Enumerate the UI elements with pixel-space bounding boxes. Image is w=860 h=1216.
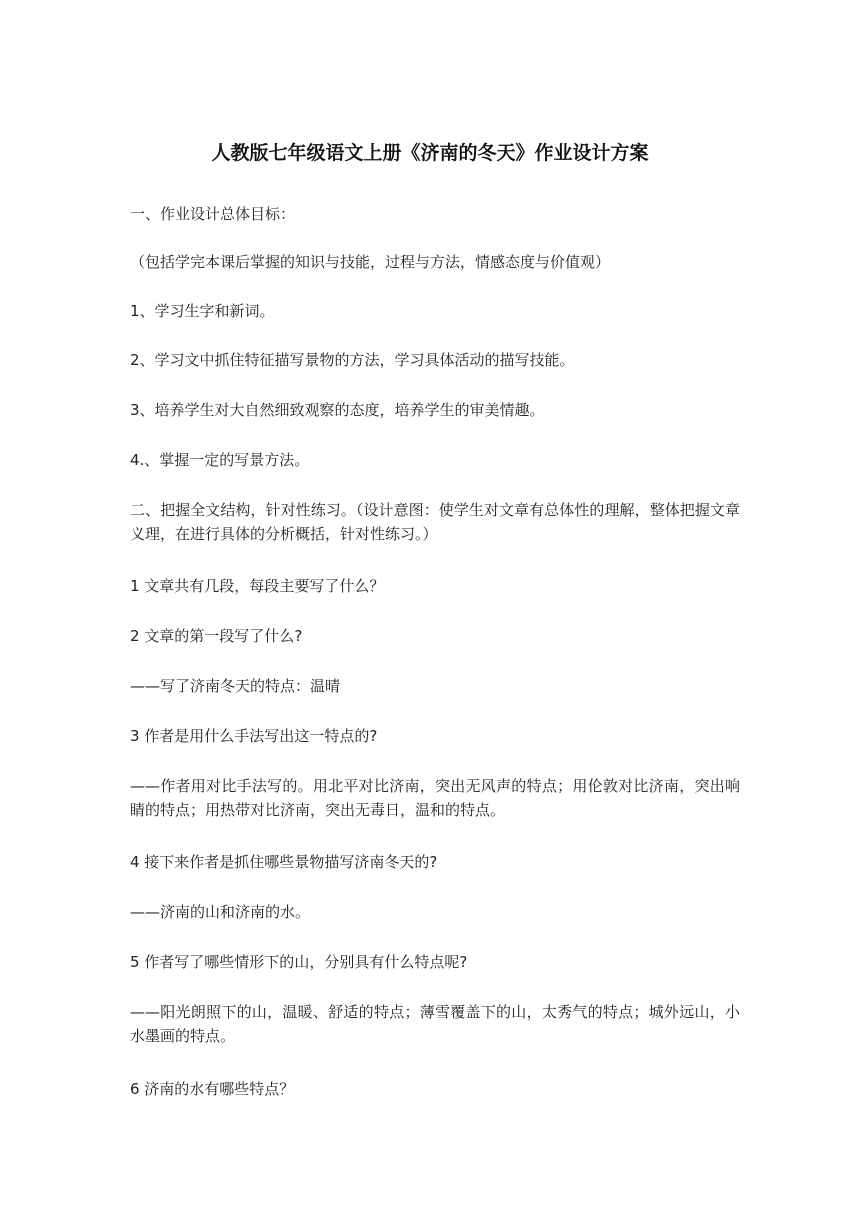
answer-4: ——济南的山和济南的水。: [130, 903, 311, 921]
paragraph-goal-1: 1、学习生字和新词。: [130, 302, 275, 320]
paragraph-goal-note: （包括学完本课后掌握的知识与技能，过程与方法，情感态度与价值观）: [130, 253, 611, 271]
question-1: 1 文章共有几段，每段主要写了什么？: [130, 577, 385, 595]
answer-2: ——写了济南冬天的特点：温晴: [130, 677, 341, 695]
question-6: 6 济南的水有哪些特点？: [130, 1080, 295, 1098]
answer-5: ——阳光朗照下的山，温暖、舒适的特点；薄雪覆盖下的山，太秀气的特点；城外远山，小水墨画的特点。: [130, 1003, 740, 1045]
document-title: 人教版七年级语文上册《济南的冬天》作业设计方案: [211, 142, 649, 164]
paragraph-goal-2: 2、学习文中抓住特征描写景物的方法，学习具体活动的描写技能。: [130, 351, 575, 369]
question-3: 3 作者是用什么手法写出这一特点的?: [130, 727, 378, 745]
paragraph-goal-heading: 一、作业设计总体目标：: [130, 205, 296, 223]
question-4: 4 接下来作者是抓住哪些景物描写济南冬天的?: [130, 853, 438, 871]
paragraph-goal-4: 4.、掌握一定的写景方法。: [130, 451, 310, 469]
question-5: 5 作者写了哪些情形下的山，分别具有什么特点呢?: [130, 953, 468, 971]
answer-3: ——作者用对比手法写的。用北平对比济南，突出无风声的特点；用伦敦对比济南，突出响睛的特点；用热带对比济南，突出无毒日，温和的特点。: [130, 777, 740, 819]
paragraph-structure-heading: 二、把握全文结构，针对性练习。（设计意图：使学生对文章有总体性的理解，整体把握文章义理，在进行具体的分析概括，针对性练习。）: [130, 501, 740, 543]
question-2: 2 文章的第一段写了什么?: [130, 627, 303, 645]
paragraph-goal-3: 3、培养学生对大自然细致观察的态度，培养学生的审美情趣。: [130, 401, 545, 419]
